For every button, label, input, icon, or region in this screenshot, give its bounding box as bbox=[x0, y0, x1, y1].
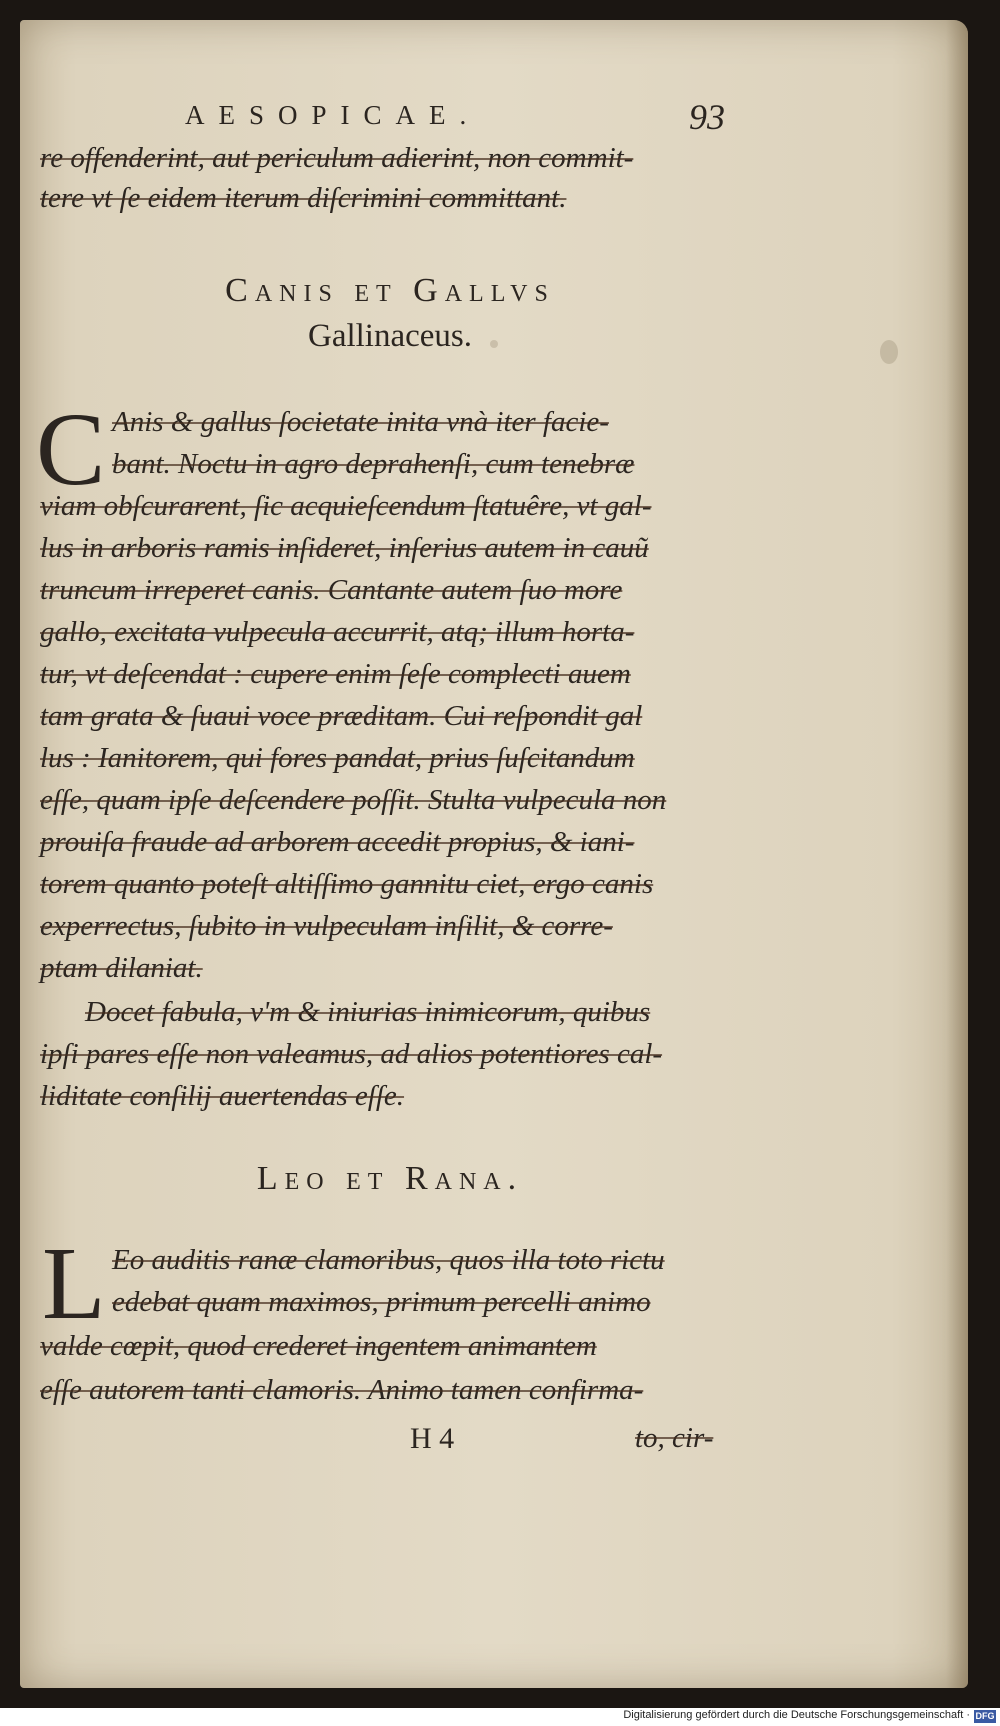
moral-line: ipſi pares eſſe non valeamus, ad alios potentiores cal- bbox=[40, 1038, 663, 1070]
text-line: eſſe, quam ipſe deſcendere poſſit. Stulta vulpecula non bbox=[40, 784, 667, 816]
text-line: bant. Noctu in agro deprahenſi, cum tenebræ bbox=[112, 448, 635, 480]
text-line: prouiſa fraude ad arborem accedit propius, & iani- bbox=[40, 826, 635, 858]
text-line: gallo, excitata vulpecula accurrit, atq; illum horta- bbox=[40, 616, 635, 648]
text-line: edebat quam maximos, primum percelli animo bbox=[112, 1286, 651, 1318]
text-line: re offenderint, aut periculum adierint, non commit- bbox=[40, 142, 634, 174]
text-line: Eo auditis ranæ clamoribus, quos illa toto rictu bbox=[112, 1244, 665, 1276]
text-line: torem quanto poteſt altiſſimo gannitu ciet, ergo canis bbox=[40, 868, 654, 900]
fable-subheading: Gallinaceus. bbox=[307, 318, 473, 354]
text-line: ptam dilaniat. bbox=[40, 952, 203, 984]
drop-cap: L bbox=[42, 1226, 106, 1341]
catchword: to, cir- bbox=[635, 1422, 714, 1454]
text-line: tere vt ſe eidem iterum diſcrimini committant. bbox=[40, 182, 567, 214]
text-line: lus in arboris ramis inſideret, inſerius autem in cauũ bbox=[40, 532, 649, 564]
text-line: tam grata & ſuaui voce præditam. Cui reſpondit gal bbox=[40, 700, 643, 732]
text-line: valde cœpit, quod crederet ingentem animantem bbox=[40, 1330, 597, 1362]
page-edge-shadow bbox=[946, 20, 968, 1688]
text-line: viam obſcurarent, ſic acquieſcendum ſtatuêre, vt gal- bbox=[40, 490, 652, 522]
moral-line: liditate conſilij auertendas eſſe. bbox=[40, 1080, 405, 1112]
dfg-logo-icon: DFG bbox=[975, 1711, 995, 1721]
text-line: lus : Ianitorem, qui fores pandat, prius ſuſcitandum bbox=[40, 742, 635, 774]
paper-stain bbox=[880, 340, 898, 364]
text-line: Anis & gallus ſocietate inita vnà iter facie- bbox=[112, 406, 609, 438]
text-line: truncum irreperet canis. Cantante autem ſuo more bbox=[40, 574, 623, 606]
signature-mark: H 4 bbox=[410, 1422, 455, 1455]
text-line: tur, vt deſcendat : cupere enim ſeſe complecti auem bbox=[40, 658, 631, 690]
moral-line: Docet fabula, v'm & iniurias inimicorum, quibus bbox=[85, 996, 651, 1028]
text-line: experrectus, ſubito in vulpeculam inſilit, & corre- bbox=[40, 910, 613, 942]
running-title: AESOPICAE. bbox=[185, 100, 481, 130]
page-number: 93 bbox=[689, 97, 725, 137]
fable-heading: Leo et Rana. bbox=[256, 1160, 524, 1197]
drop-cap: C bbox=[36, 392, 106, 507]
fable-heading: Canis et Gallvs bbox=[225, 272, 555, 309]
text-line: eſſe autorem tanti clamoris. Animo tamen confirma- bbox=[40, 1374, 644, 1406]
running-head bbox=[185, 96, 745, 140]
footer-credit: Digitalisierung gefördert durch die Deutsche Forschungsgemeinschaft · bbox=[623, 1709, 970, 1721]
